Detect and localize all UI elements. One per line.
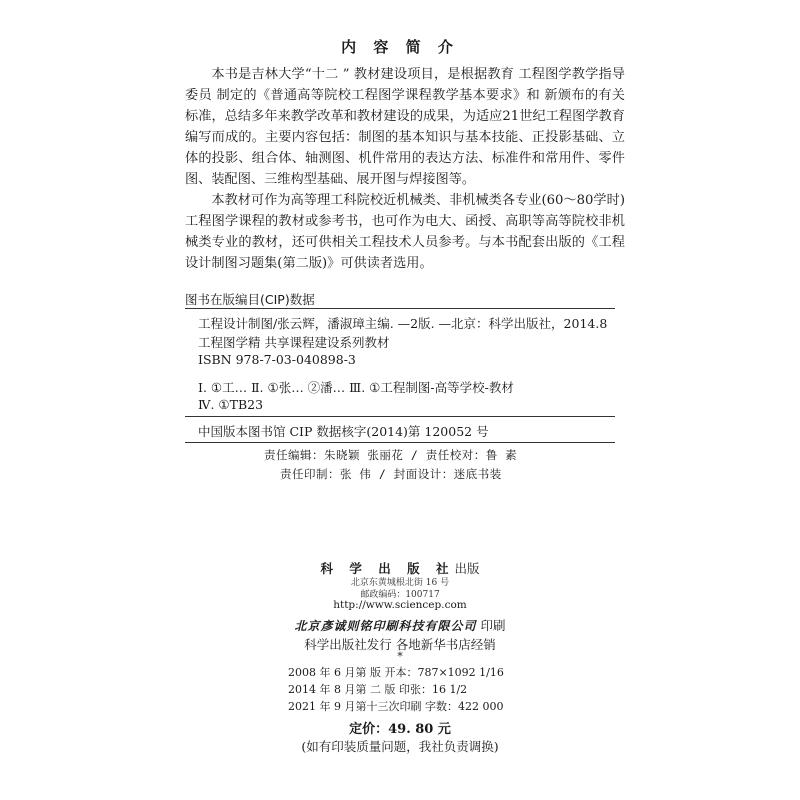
edition-line-3: 2021 年 9 月第十三次印刷 字数：422 000 [288,700,504,713]
publisher-postcode: 邮政编码：100717 [360,590,440,600]
quality-note: (如有印装质量问题，我社负责调换) [301,739,499,754]
cip-record: 中国版本图书馆 CIP 数据核字(2014)第 120052 号 [198,424,489,439]
intro-heading: 内 容 简 介 [341,38,459,56]
intro-paragraph-2: 本教材可作为高等理工科院校近机械类、非机械类各专业(60～80学时)工程图学课程的教材或参考书，也可作为电大、函授、高职等高等院校非机械类专业的教材，还可供相关工程技术人员参考。与本书配套出版的《工程设计制图习题集(第二版)》可供读者选用。 [185,193,625,271]
printer-name: 北京彥诚则铭印刷科技有限公司 [294,619,477,633]
intro-body [185,64,625,274]
separator-star: * [397,650,403,663]
cip-class-line-2: Ⅳ. ①TB23 [198,397,264,412]
printer-suffix: 印刷 [480,618,506,633]
publisher-name: 科 学 出 版 社 [320,561,455,576]
publisher-address: 北京东黄城根北街 16 号 [350,578,450,588]
intro-paragraph-1: 本书是吉林大学“十二 ” 教材建设项目，是根据教育 工程图学教学指导委员 制定的《普通高等院校工程图学课程教学基本要求》和 新颁布的有关 标准，总结多年来教学改革和教材建设的成果，为适应21世纪工程图学教育编写而成的。主要内容包括：制图的基本知识与基本技能、正投影基础、立体的投影、组合体、轴测图、机件常用的表达方法、标准件和常用件、零件图、装配图、三维构型基础、展开图与焊接图等。 [185,67,625,187]
cip-isbn: ISBN 978-7-03-040898-3 [198,352,356,367]
distribution-line: 科学出版社发行 各地新华书店经销 [304,637,496,652]
edition-line-1: 2008 年 6 月第 版 开本：787×1092 1/16 [288,666,504,679]
publisher-name-suffix: 出版 [454,561,480,576]
edition-line-2: 2014 年 8 月第 二 版 印张：16 1/2 [288,683,468,696]
printer-line [0,615,800,634]
cip-header: 图书在版编目(CIP)数据 [185,292,315,307]
cip-bottom-rule [185,442,615,443]
cip-top-rule [185,308,615,309]
cip-middle-rule [185,416,615,417]
publisher-url: http://www.sciencep.com [333,599,467,611]
cip-series-line: 工程图学精 共享课程建设系列教材 [198,335,390,350]
price: 定价：49. 80 元 [349,722,451,737]
credits-production: 责任印制：张 伟 / 封面设计：迷底书装 [280,467,502,481]
cip-class-line-1: Ⅰ. ①工… Ⅱ. ①张… ②潘… Ⅲ. ①工程制图-高等学校-教材 [198,380,514,395]
cip-title-line: 工程设计制图/张云辉，潘淑璋主编. —2版. —北京：科学出版社，2014.8 [198,316,608,331]
credits-editors: 责任编辑：朱晓颖 张丽花 / 责任校对：鲁 素 [264,448,518,462]
